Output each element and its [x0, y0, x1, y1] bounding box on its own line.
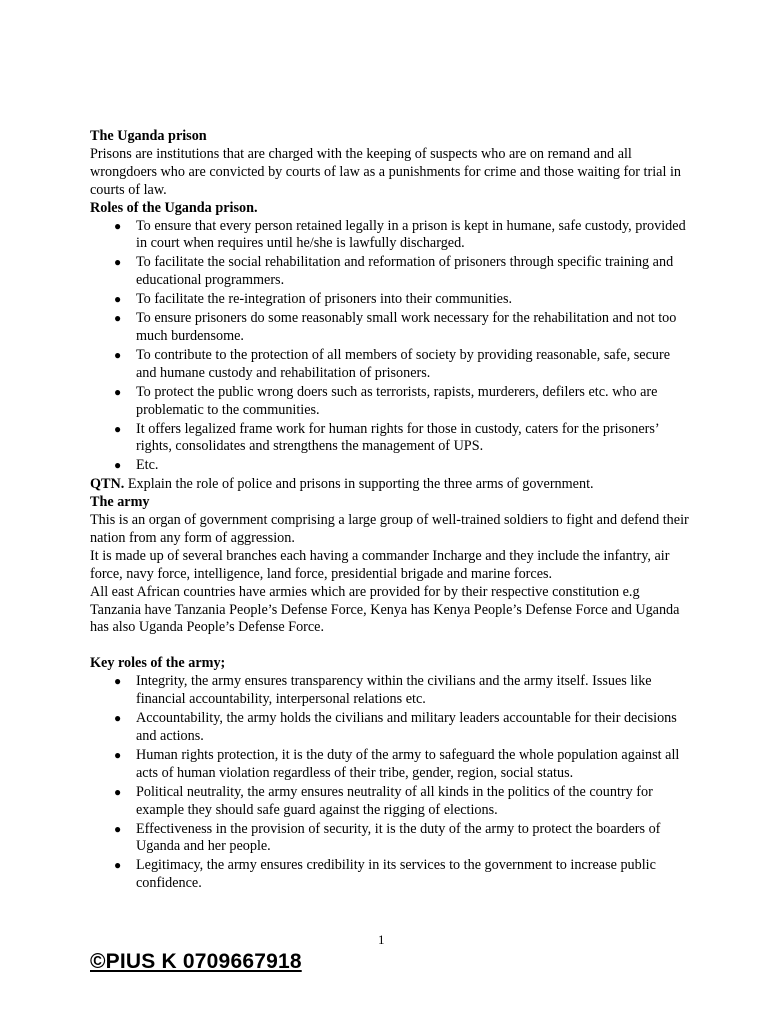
list-item [90, 821, 690, 857]
prison-roles-list [90, 218, 690, 476]
list-item-text: To contribute to the protection of all members of society by providing reasonable, safe, secure and humane custody and rehabilitation of prisoners. [136, 346, 671, 381]
list-item [90, 747, 690, 783]
prison-intro: Prisons are institutions that are charged with the keeping of suspects who are on remand and all wrongdoers who are convicted by courts of law as a punishments for crime and those waiting for trial in courts of law. [90, 145, 681, 198]
bullet-icon: ● [114, 858, 122, 873]
bullet-icon: ● [114, 674, 122, 689]
page-number: 1 [378, 932, 385, 947]
prison-heading: The Uganda prison [90, 128, 207, 144]
bullet-icon: ● [114, 747, 122, 762]
list-item [90, 310, 690, 346]
list-item-text: Integrity, the army ensures transparency within the civilians and the army itself. Issues like financial accountability, interpersonal relations etc. [136, 673, 652, 708]
bullet-icon: ● [114, 821, 122, 836]
bullet-icon: ● [114, 218, 122, 233]
list-item-text: To facilitate the social rehabilitation and reformation of prisoners through specific training and educational programmers. [136, 254, 674, 289]
list-item [90, 457, 690, 475]
list-item [90, 384, 690, 420]
list-item-text: Etc. [136, 457, 159, 474]
list-item-text: To ensure prisoners do some reasonably small work necessary for the rehabilitation and not too much burdensome. [136, 310, 677, 344]
list-item-text: To protect the public wrong doers such as terrorists, rapists, murderers, defilers etc. who are problematic to the communities. [136, 383, 658, 418]
army-paragraph-2: It is made up of several branches each having a commander Incharge and they include the infantry, air force, navy force, intelligence, land force, presidential brigade and marine forces. [90, 547, 670, 582]
question-text: Explain the role of police and prisons in supporting the three arms of government. [124, 476, 594, 493]
list-item [90, 291, 690, 309]
list-item-text: To ensure that every person retained legally in a prison is kept in humane, safe custody, provided in court when requires until he/she is lawfully discharged. [136, 217, 686, 252]
list-item [90, 421, 690, 457]
document-body [90, 128, 690, 894]
list-item [90, 673, 690, 709]
question-paragraph [90, 476, 690, 494]
list-item-text: Human rights protection, it is the duty of the army to safeguard the whole population against all acts of human violation regardless of their tribe, gender, region, social status. [136, 746, 680, 781]
army-roles-heading: Key roles of the army; [90, 655, 226, 672]
bullet-icon: ● [114, 384, 122, 399]
question-label: QTN. [90, 476, 125, 493]
bullet-icon: ● [114, 255, 122, 270]
footer-copyright: ©PIUS K 0709667918 [90, 950, 302, 973]
bullet-icon: ● [114, 347, 122, 362]
prison-roles-heading: Roles of the Uganda prison. [90, 199, 258, 216]
list-item [90, 710, 690, 746]
list-item-text: Political neutrality, the army ensures neutrality of all kinds in the politics of the country for example they should safe guard against the rigging of elections. [136, 783, 653, 818]
list-item-text: Legitimacy, the army ensures credibility in its services to the government to increase public confidence. [136, 857, 656, 892]
bullet-icon: ● [114, 784, 122, 799]
bullet-icon: ● [114, 458, 122, 473]
bullet-icon: ● [114, 311, 122, 326]
list-item-text: To facilitate the re-integration of prisoners into their communities. [136, 291, 513, 308]
list-item [90, 218, 690, 254]
list-item [90, 347, 690, 383]
army-roles-list [90, 673, 690, 893]
list-item [90, 254, 690, 290]
army-heading: The army [90, 494, 150, 511]
spacer [90, 637, 690, 655]
list-item-text: It offers legalized frame work for human rights for those in custody, caters for the prisoners’ rights, consolidates and strengthens the management of UPS. [136, 420, 659, 455]
bullet-icon: ● [114, 421, 122, 436]
list-item-text: Accountability, the army holds the civilians and military leaders accountable for their decisions and actions. [136, 710, 677, 744]
bullet-icon: ● [114, 292, 122, 307]
list-item [90, 784, 690, 820]
bullet-icon: ● [114, 711, 122, 726]
army-paragraph-3: All east African countries have armies which are provided for by their respective constitution e.g Tanzania have Tanzania People’s Defense Force, Kenya has Kenya People’s Defense Force and Uganda has also Uganda People’s Defense Force. [90, 583, 680, 636]
list-item [90, 857, 690, 893]
army-paragraph-1: This is an organ of government comprising a large group of well-trained soldiers to fight and defend their nation from any form of aggression. [90, 512, 689, 546]
list-item-text: Effectiveness in the provision of security, it is the duty of the army to protect the boarders of Uganda and her people. [136, 820, 661, 855]
